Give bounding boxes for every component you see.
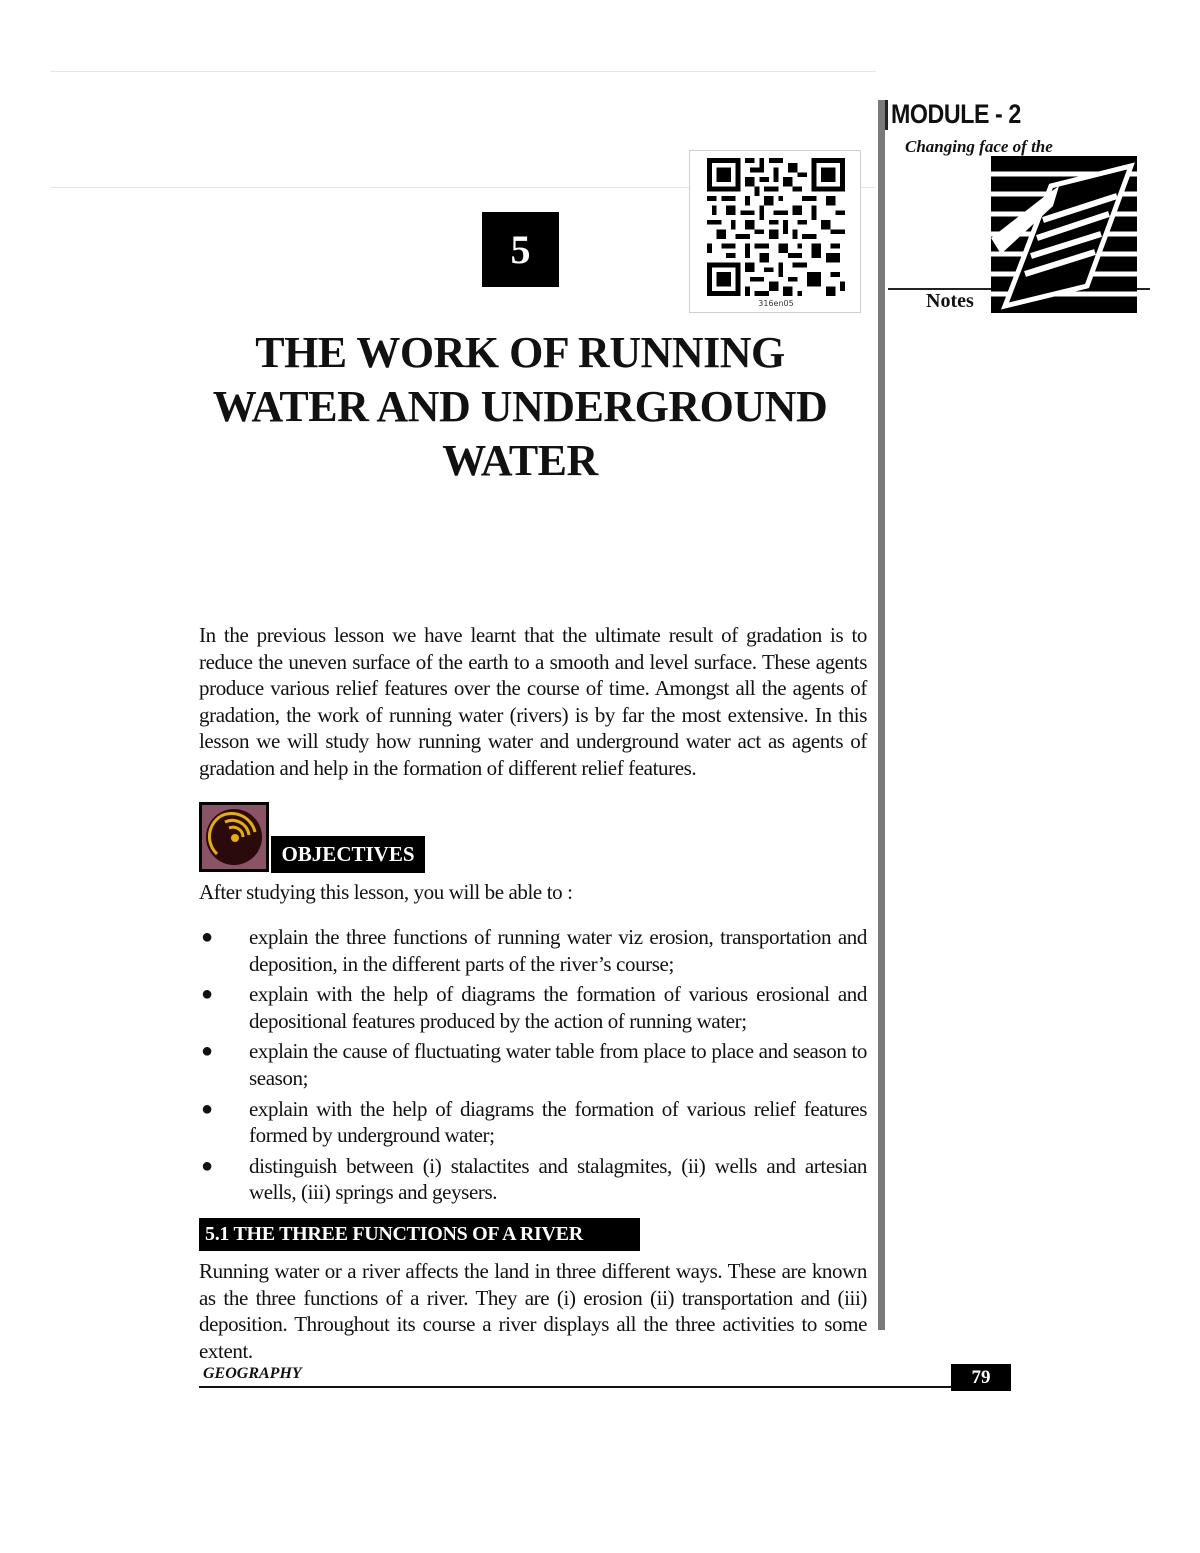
chapter-title [150,326,890,488]
objective-text: explain the cause of fluctuating water table from place to place and season to season; [249,1039,867,1090]
notes-label: Notes [926,290,974,312]
chapter-title-line-2: WATER AND UNDERGROUND [212,382,828,431]
target-icon [199,802,269,872]
intro-paragraph: In the previous lesson we have learnt that the ultimate result of gradation is to reduce the uneven surface of the earth to a smooth and level surface. These agents produce various relief features over the course of time. Amongst all the agents of gradation, the work of running water (rivers) is by far the most extensive. In this lesson we will study how running water and underground water act as agents of gradation and help in the formation of different relief features. [199,623,867,780]
objectives-heading: OBJECTIVES [271,836,425,873]
header-rule-top [50,71,876,72]
page-number: 79 [951,1364,1011,1391]
qr-code-label: 316en05 [758,299,794,308]
chapter-title-line-3: WATER [442,436,598,485]
objective-text: explain the three functions of running water viz erosion, transportation and deposition, in the different parts of the river’s course; [249,925,867,976]
module-bar-accent [885,100,888,130]
list-item [199,1096,867,1149]
module-subtitle: Changing face of the [905,137,1053,156]
chapter-number: 5 [482,212,559,287]
footer-subject: GEOGRAPHY [203,1365,302,1382]
section-paragraph: Running water or a river affects the land in three different ways. These are known as the three functions of a river. They are (i) erosion (ii) transportation and (iii) deposition. Throughout its course a river displays all the three activities to some extent. [199,1259,867,1363]
bullet-icon: ● [201,1154,213,1177]
module-label: MODULE - 2 [891,99,1021,129]
objective-text: distinguish between (i) stalactites and stalagmites, (ii) wells and artesian wells, (iii) springs and geysers. [249,1153,867,1205]
list-item [199,1038,867,1091]
list-item [199,924,867,977]
bullet-icon: ● [201,1097,213,1120]
list-item [199,981,867,1034]
qr-code-icon [707,158,845,296]
objectives-list [199,924,867,1210]
objective-text: explain with the help of diagrams the formation of various erosional and depositional features produced by the action of running water; [249,982,867,1033]
bullet-icon: ● [201,1040,213,1063]
qr-code-panel[interactable] [689,150,861,313]
footer-rule [199,1386,951,1388]
list-item [199,1153,867,1206]
notes-pen-icon [991,156,1137,313]
bullet-icon: ● [201,983,213,1006]
section-heading: 5.1 THE THREE FUNCTIONS OF A RIVER [199,1218,640,1251]
margin-bar [878,100,885,1330]
bullet-icon: ● [201,926,213,948]
chapter-title-line-1: THE WORK OF RUNNING [255,328,785,377]
objective-text: explain with the help of diagrams the formation of various relief features formed by underground water; [249,1096,867,1148]
objectives-lead: After studying this lesson, you will be able to : [199,880,573,904]
